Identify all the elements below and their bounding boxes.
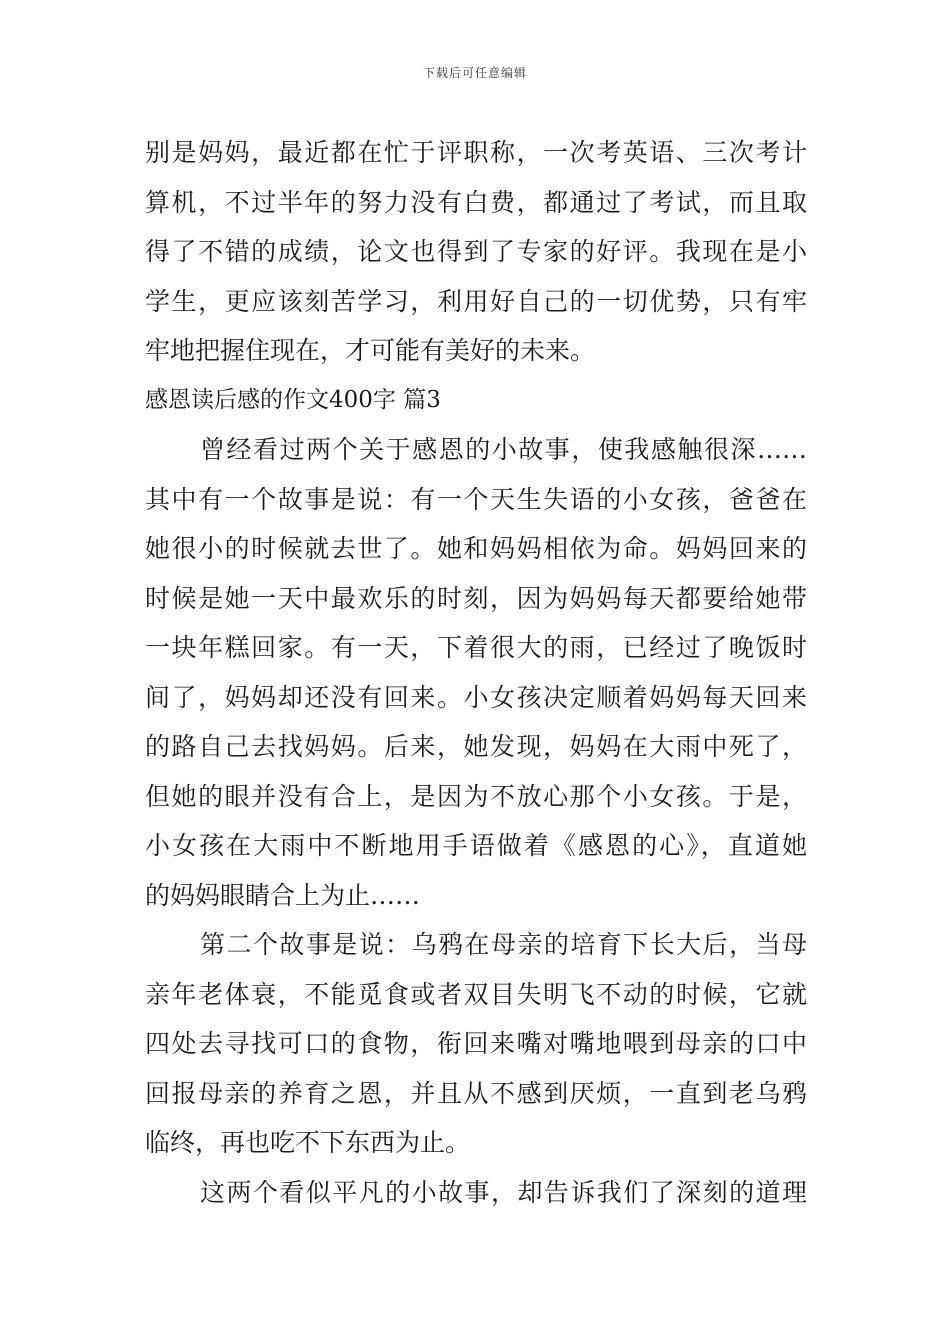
text-line: 算机，不过半年的努力没有白费，都通过了考试，而且取: [145, 187, 807, 217]
text-line: 的路自己去找妈妈。后来，她发现，妈妈在大雨中死了，: [145, 732, 807, 761]
section-heading: 感恩读后感的作文400字 篇3: [145, 386, 441, 413]
paragraph-first-line: 曾经看过两个关于感恩的小故事，使我感触很深……: [200, 435, 807, 464]
text-line: 得了不错的成绩，论文也得到了专家的好评。我现在是小: [145, 237, 807, 266]
text-line: 别是妈妈，最近都在忙于评职称，一次考英语、三次考计: [145, 138, 807, 167]
paragraph-first-line: 这两个看似平凡的小故事，却告诉我们了深刻的道理: [200, 1177, 807, 1207]
text-line: 间了，妈妈却还没有回来。小女孩决定顺着妈妈每天回来: [145, 682, 807, 712]
text-line: 小女孩在大雨中不断地用手语做着《感恩的心》，直道她: [145, 831, 807, 860]
text-line: 临终，再也吃不下东西为止。: [145, 1128, 471, 1157]
text-line: 牢地把握住现在，才可能有美好的未来。: [145, 336, 596, 365]
text-line: 时候是她一天中最欢乐的时刻，因为妈妈每天都要给她带: [145, 583, 807, 613]
text-line: 回报母亲的养育之恩，并且从不感到厌烦，一直到老乌鸦: [145, 1078, 807, 1108]
text-line: 一块年糕回家。有一天，下着很大的雨，已经过了晚饭时: [145, 633, 807, 662]
body-text: [145, 128, 807, 1217]
text-line: 亲年老体衰，不能觅食或者双目失明飞不动的时候，它就: [145, 979, 807, 1009]
text-line: 但她的眼并没有合上，是因为不放心那个小女孩。于是，: [145, 781, 807, 811]
text-line: 其中有一个故事是说：有一个天生失语的小女孩，爸爸在: [145, 484, 807, 514]
text-line: 学生，更应该刻苦学习，利用好自己的一切优势，只有牢: [145, 286, 807, 316]
text-line: 她很小的时候就去世了。她和妈妈相依为命。妈妈回来的: [145, 534, 807, 563]
text-line: 四处去寻找可口的食物，衔回来嘴对嘴地喂到母亲的口中: [145, 1029, 807, 1058]
page-header: 下载后可任意编辑: [422, 66, 527, 80]
paragraph-first-line: 第二个故事是说：乌鸦在母亲的培育下长大后，当母: [200, 930, 807, 959]
text-line: 的妈妈眼睛合上为止……: [145, 880, 421, 910]
